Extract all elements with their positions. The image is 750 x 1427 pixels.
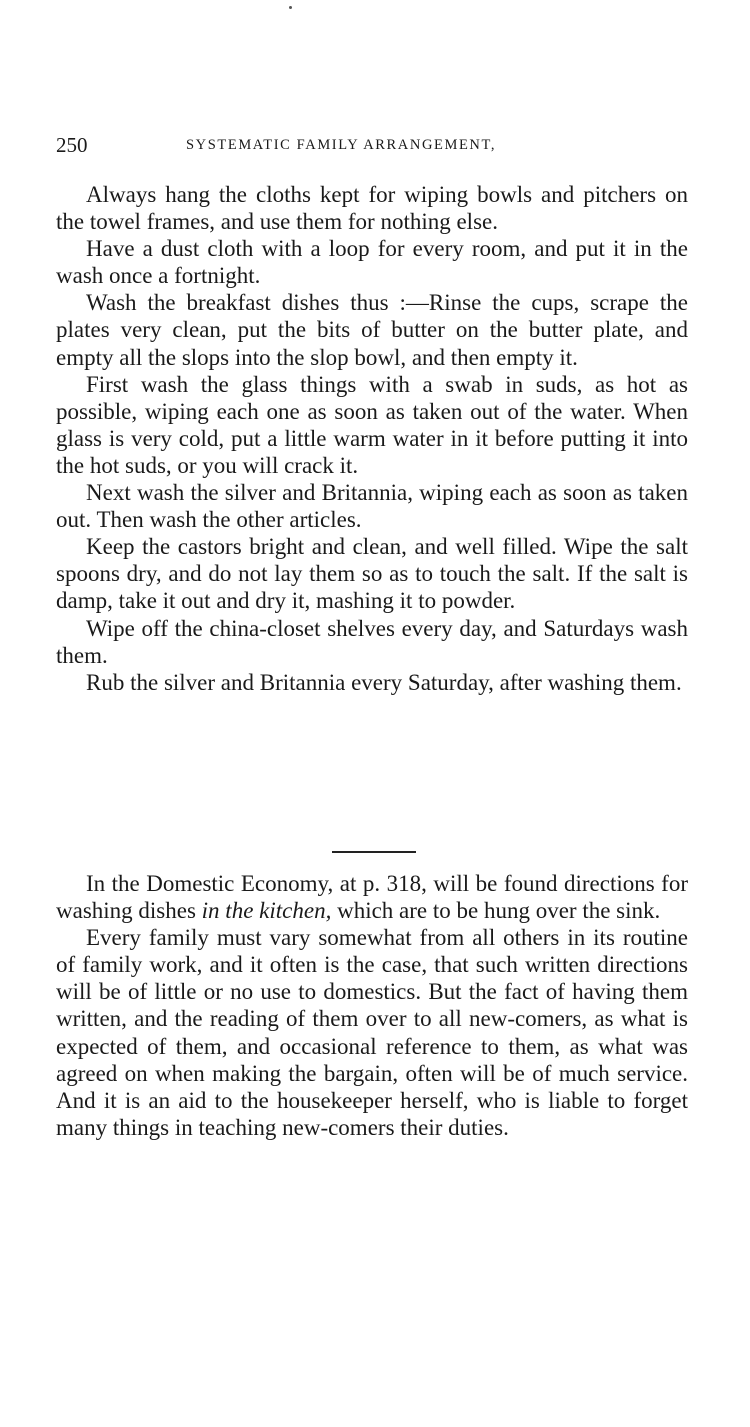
paragraph-family-routine: Every family must vary somewhat from all others in its routine of family work, and it often is the case, that such written directions will be of little or no use to domestics. But the fact of having them written, and the reading of them over to all new-comers, as what is expected of them, and occasional reference to them, as what was agreed on when making the bargain, often will be of much service. And it is an aid to the housekeeper herself, who is liable to forget many things in teaching new-comers their duties. [56,925,688,1140]
paragraph-china-closet: Wipe off the china-closet shelves every day, and Saturdays wash them. [56,615,688,668]
print-speck [289,6,292,9]
paragraph-glass: First wash the glass things with a swab in suds, as hot as possible, wiping each one as soon as taken out of the water. When glass is very cold, put a little warm water in it before putting it into the hot suds, or you will crack it. [56,371,688,478]
paragraph-rub-silver: Rub the silver and Britannia every Saturday, after washing them. [86,669,682,695]
page-number: 250 [56,133,88,157]
text-block-upper [56,181,688,696]
text-block-lower [56,870,688,1141]
paragraph-castors: Keep the castors bright and clean, and well filled. Wipe the salt spoons dry, and do not lay them so as to touch the salt. If the salt is damp, take it out and dry it, mashing it to powder. [56,534,688,614]
section-divider [332,851,416,853]
paragraph-breakfast-dishes: Wash the breakfast dishes thus :—Rinse the cups, scrape the plates very clean, put the bits of butter on the butter plate, and empty all the slops into the slop bowl, and then empty it. [56,290,688,370]
running-head [56,133,696,159]
paragraph-domestic-economy [56,870,688,924]
paragraph-dust-cloth: Have a dust cloth with a loop for every room, and put it in the wash once a fortnight. [56,236,688,289]
emphasis-in-the-kitchen: in the kitchen, [201,898,332,924]
running-title: SYSTEMATIC FAMILY ARRANGEMENT, [186,137,497,153]
paragraph-domestic-economy-start: In the Domestic Economy, at p. 318, will be found directions for washing dishes [56,871,688,924]
paragraph-domestic-economy-end: which are to be hung over the sink. [331,898,661,924]
paragraph-silver: Next wash the silver and Britannia, wiping each as soon as taken out. Then wash the other articles. [56,480,688,533]
paragraph-cloths: Always hang the cloths kept for wiping bowls and pitchers on the towel frames, and use them for nothing else. [56,182,688,235]
